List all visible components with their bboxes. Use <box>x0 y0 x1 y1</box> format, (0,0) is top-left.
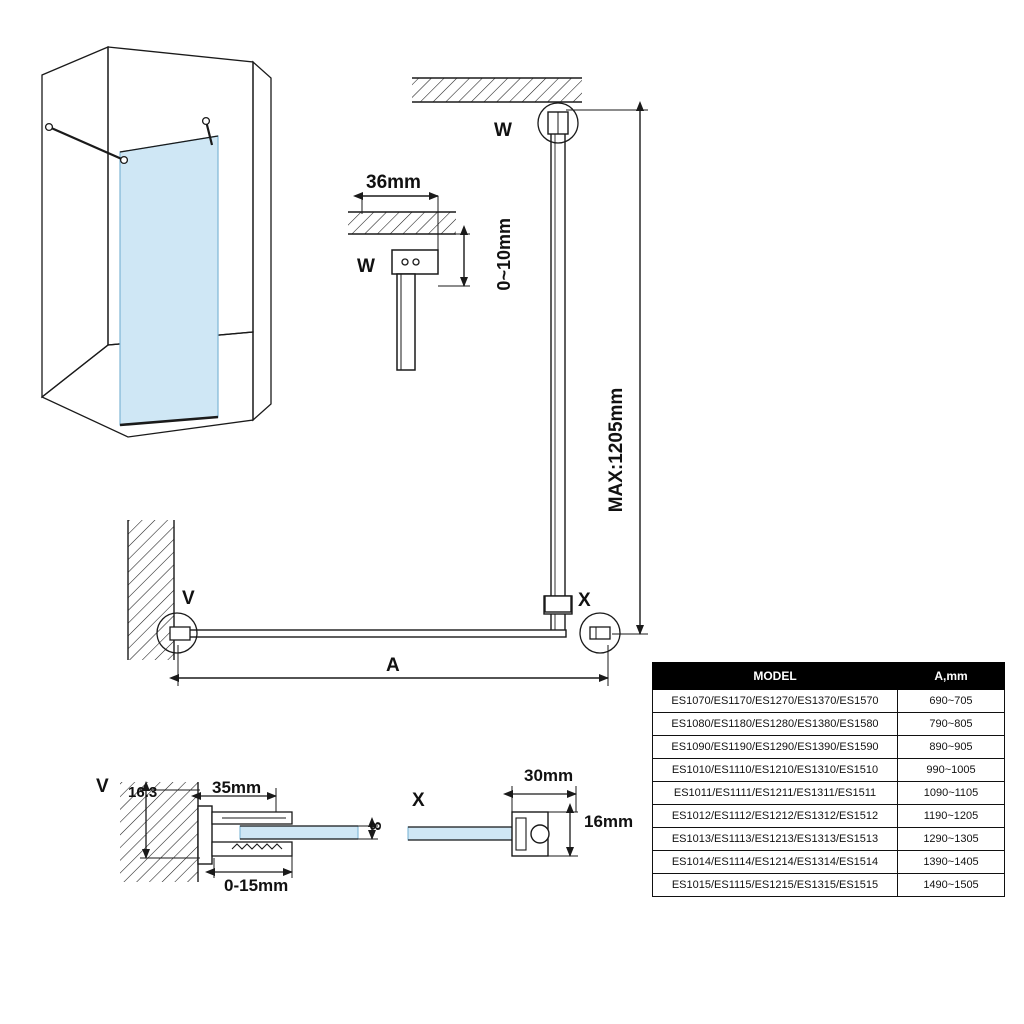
label-w-top: W <box>494 120 512 141</box>
label-x-detail: X <box>412 790 425 811</box>
table-row <box>653 805 1005 828</box>
cell-model: ES1015/ES1115/ES1215/ES1315/ES1515 <box>653 874 898 897</box>
cell-model: ES1013/ES1113/ES1213/ES1313/ES1513 <box>653 828 898 851</box>
dim-bracket-width: 36mm <box>366 172 421 193</box>
w-detail-view <box>348 196 470 370</box>
cell-a: 1090~1105 <box>898 782 1005 805</box>
col-a: A,mm <box>898 663 1005 690</box>
dim-max-height: MAX:1205mm <box>606 387 627 513</box>
cell-a: 1490~1505 <box>898 874 1005 897</box>
table-row <box>653 713 1005 736</box>
label-v-plan: V <box>182 588 195 609</box>
cell-a: 1390~1405 <box>898 851 1005 874</box>
label-v-detail: V <box>96 776 109 797</box>
table-row <box>653 828 1005 851</box>
cell-model: ES1010/ES1110/ES1210/ES1310/ES1510 <box>653 759 898 782</box>
table-row <box>653 874 1005 897</box>
elevation-view <box>412 78 648 634</box>
table-row <box>653 690 1005 713</box>
dim-bracket-gap: 0~10mm <box>494 218 514 291</box>
label-w-detail: W <box>357 256 375 277</box>
x-detail-view <box>408 786 578 856</box>
dim-adjust-range: 0-15mm <box>224 876 289 895</box>
cell-model: ES1011/ES1111/ES1211/ES1311/ES1511 <box>653 782 898 805</box>
table-header-row <box>653 663 1005 690</box>
cell-model: ES1070/ES1170/ES1270/ES1370/ES1570 <box>653 690 898 713</box>
dim-a: A <box>386 655 400 676</box>
dim-glass-thickness: 8 <box>368 821 385 831</box>
dim-profile-height: 16.3 <box>128 784 158 801</box>
table-row <box>653 759 1005 782</box>
table-row <box>653 782 1005 805</box>
cell-a: 1290~1305 <box>898 828 1005 851</box>
col-model: MODEL <box>653 663 898 690</box>
dim-endcap-height: 16mm <box>584 812 634 831</box>
cell-a: 690~705 <box>898 690 1005 713</box>
cell-a: 1190~1205 <box>898 805 1005 828</box>
cell-model: ES1014/ES1114/ES1214/ES1314/ES1514 <box>653 851 898 874</box>
model-table <box>652 662 1005 897</box>
label-x-plan: X <box>578 590 591 611</box>
cell-a: 890~905 <box>898 736 1005 759</box>
dim-profile-width: 35mm <box>212 778 262 797</box>
cell-a: 790~805 <box>898 713 1005 736</box>
cell-a: 990~1005 <box>898 759 1005 782</box>
table-row <box>653 851 1005 874</box>
cell-model: ES1090/ES1190/ES1290/ES1390/ES1590 <box>653 736 898 759</box>
cell-model: ES1012/ES1112/ES1212/ES1312/ES1512 <box>653 805 898 828</box>
cell-model: ES1080/ES1180/ES1280/ES1380/ES1580 <box>653 713 898 736</box>
dim-endcap-width: 30mm <box>524 766 574 785</box>
isometric-view <box>42 47 271 437</box>
plan-view <box>128 520 620 686</box>
table-row <box>653 736 1005 759</box>
